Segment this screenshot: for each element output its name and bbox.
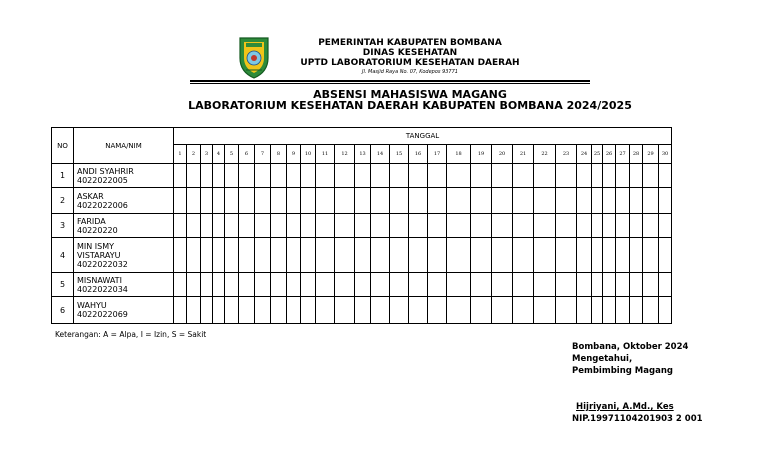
- attendance-cell: [213, 297, 225, 324]
- day-header: 13: [355, 145, 371, 164]
- attendance-cell: [301, 188, 316, 214]
- attendance-cell: [659, 188, 672, 214]
- attendance-cell: [255, 297, 271, 324]
- attendance-cell: [301, 297, 316, 324]
- row-number: 3: [52, 214, 74, 238]
- student-nim: 4022022034: [77, 284, 128, 294]
- attendance-cell: [659, 164, 672, 188]
- col-header-name: NAMA/NIM: [74, 128, 174, 164]
- attendance-cell: [271, 188, 287, 214]
- day-header: 19: [471, 145, 492, 164]
- attendance-cell: [447, 273, 471, 297]
- attendance-cell: [592, 273, 603, 297]
- attendance-cell: [174, 297, 187, 324]
- attendance-cell: [409, 164, 428, 188]
- attendance-cell: [187, 214, 201, 238]
- attendance-cell: [409, 238, 428, 273]
- day-header: 3: [201, 145, 213, 164]
- attendance-cell: [428, 297, 447, 324]
- attendance-cell: [447, 214, 471, 238]
- attendance-cell: [255, 273, 271, 297]
- day-header: 18: [447, 145, 471, 164]
- attendance-cell: [239, 188, 255, 214]
- attendance-cell: [371, 164, 390, 188]
- attendance-cell: [225, 238, 239, 273]
- attendance-cell: [255, 188, 271, 214]
- attendance-cell: [428, 214, 447, 238]
- attendance-cell: [659, 214, 672, 238]
- attendance-cell: [255, 238, 271, 273]
- attendance-cell: [316, 238, 335, 273]
- attendance-cell: [213, 164, 225, 188]
- attendance-cell: [513, 214, 534, 238]
- attendance-cell: [187, 297, 201, 324]
- attendance-cell: [534, 214, 556, 238]
- attendance-cell: [592, 297, 603, 324]
- student-name: ASKAR: [77, 191, 104, 201]
- attendance-cell: [630, 297, 643, 324]
- attendance-cell: [616, 297, 630, 324]
- attendance-cell: [201, 214, 213, 238]
- day-header: 30: [659, 145, 672, 164]
- day-header: 25: [592, 145, 603, 164]
- attendance-cell: [513, 297, 534, 324]
- attendance-cell: [592, 164, 603, 188]
- attendance-cell: [225, 297, 239, 324]
- day-header: 7: [255, 145, 271, 164]
- attendance-cell: [201, 164, 213, 188]
- day-header: 10: [301, 145, 316, 164]
- attendance-cell: [409, 188, 428, 214]
- attendance-cell: [225, 273, 239, 297]
- attendance-cell: [630, 238, 643, 273]
- attendance-cell: [577, 238, 592, 273]
- signatory-nip: NIP.19971104201903 2 001: [572, 414, 703, 424]
- signature-place-date: Bombana, Oktober 2024: [572, 342, 689, 352]
- attendance-cell: [659, 297, 672, 324]
- attendance-cell: [534, 273, 556, 297]
- student-name: MISNAWATI: [77, 275, 122, 285]
- attendance-cell: [616, 188, 630, 214]
- attendance-cell: [271, 238, 287, 273]
- attendance-cell: [492, 214, 513, 238]
- letterhead-department: DINAS KESEHATAN: [362, 48, 458, 58]
- day-header: 24: [577, 145, 592, 164]
- attendance-cell: [371, 188, 390, 214]
- attendance-cell: [592, 188, 603, 214]
- attendance-cell: [630, 164, 643, 188]
- attendance-cell: [225, 188, 239, 214]
- day-header: 20: [492, 145, 513, 164]
- day-header: 9: [287, 145, 301, 164]
- attendance-cell: [630, 188, 643, 214]
- attendance-cell: [239, 214, 255, 238]
- attendance-cell: [355, 188, 371, 214]
- attendance-cell: [492, 164, 513, 188]
- attendance-cell: [390, 238, 409, 273]
- attendance-cell: [390, 214, 409, 238]
- day-header: 5: [225, 145, 239, 164]
- attendance-cell: [335, 214, 355, 238]
- signatory-name: Hijriyani, A.Md., Kes: [576, 402, 674, 412]
- attendance-cell: [534, 238, 556, 273]
- attendance-cell: [390, 164, 409, 188]
- attendance-cell: [390, 273, 409, 297]
- attendance-cell: [577, 297, 592, 324]
- row-number: 6: [52, 297, 74, 324]
- student-name: FARIDA: [77, 216, 106, 226]
- attendance-cell: [409, 273, 428, 297]
- attendance-cell: [271, 273, 287, 297]
- attendance-cell: [213, 273, 225, 297]
- attendance-cell: [409, 297, 428, 324]
- attendance-cell: [316, 164, 335, 188]
- attendance-cell: [271, 297, 287, 324]
- attendance-cell: [355, 273, 371, 297]
- attendance-cell: [174, 214, 187, 238]
- student-name-nim: [74, 238, 174, 273]
- attendance-cell: [316, 273, 335, 297]
- attendance-cell: [201, 238, 213, 273]
- legend-note: Keterangan: A = Alpa, I = Izin, S = Sakit: [55, 330, 207, 339]
- day-header: 27: [616, 145, 630, 164]
- student-name-nim: [74, 188, 174, 214]
- attendance-cell: [643, 297, 659, 324]
- student-row: [52, 297, 672, 324]
- attendance-cell: [316, 297, 335, 324]
- attendance-cell: [187, 273, 201, 297]
- day-header: 6: [239, 145, 255, 164]
- attendance-cell: [316, 214, 335, 238]
- attendance-cell: [659, 238, 672, 273]
- attendance-cell: [577, 273, 592, 297]
- attendance-cell: [592, 214, 603, 238]
- attendance-cell: [616, 273, 630, 297]
- attendance-cell: [616, 214, 630, 238]
- attendance-cell: [187, 188, 201, 214]
- attendance-cell: [603, 214, 616, 238]
- col-header-date: TANGGAL: [174, 128, 672, 145]
- attendance-cell: [471, 273, 492, 297]
- day-header: 26: [603, 145, 616, 164]
- attendance-cell: [239, 297, 255, 324]
- attendance-cell: [371, 273, 390, 297]
- attendance-cell: [577, 214, 592, 238]
- attendance-cell: [174, 273, 187, 297]
- attendance-cell: [492, 188, 513, 214]
- attendance-cell: [355, 297, 371, 324]
- attendance-cell: [534, 164, 556, 188]
- attendance-cell: [492, 297, 513, 324]
- student-row: [52, 273, 672, 297]
- attendance-cell: [428, 188, 447, 214]
- document-title: ABSENSI MAHASISWA MAGANG: [313, 88, 507, 101]
- attendance-cell: [556, 164, 577, 188]
- attendance-cell: [643, 188, 659, 214]
- student-name: WAHYU: [77, 301, 107, 310]
- student-name: VISTARAYU: [77, 250, 121, 260]
- attendance-cell: [492, 238, 513, 273]
- student-nim: 4022022069: [77, 310, 128, 319]
- attendance-cell: [255, 164, 271, 188]
- attendance-cell: [371, 214, 390, 238]
- attendance-cell: [513, 238, 534, 273]
- attendance-cell: [201, 273, 213, 297]
- attendance-cell: [174, 188, 187, 214]
- attendance-cell: [471, 238, 492, 273]
- bombana-emblem-logo: [236, 34, 272, 80]
- student-nim: 4022022032: [77, 259, 128, 269]
- attendance-cell: [239, 273, 255, 297]
- day-header: 16: [409, 145, 428, 164]
- attendance-cell: [471, 164, 492, 188]
- attendance-cell: [271, 214, 287, 238]
- attendance-cell: [616, 238, 630, 273]
- attendance-cell: [390, 188, 409, 214]
- attendance-cell: [355, 214, 371, 238]
- day-header: 21: [513, 145, 534, 164]
- attendance-cell: [428, 273, 447, 297]
- student-name-nim: [74, 164, 174, 188]
- attendance-cell: [409, 214, 428, 238]
- attendance-cell: [447, 297, 471, 324]
- signature-role: Pembimbing Magang: [572, 366, 673, 376]
- row-number: 4: [52, 238, 74, 273]
- student-row: [52, 188, 672, 214]
- attendance-cell: [287, 238, 301, 273]
- attendance-cell: [225, 214, 239, 238]
- row-number: 1: [52, 164, 74, 188]
- attendance-cell: [630, 273, 643, 297]
- attendance-cell: [630, 214, 643, 238]
- attendance-cell: [428, 164, 447, 188]
- attendance-cell: [428, 238, 447, 273]
- attendance-cell: [513, 273, 534, 297]
- attendance-cell: [213, 238, 225, 273]
- attendance-cell: [187, 238, 201, 273]
- attendance-cell: [355, 164, 371, 188]
- attendance-cell: [556, 238, 577, 273]
- attendance-cell: [174, 164, 187, 188]
- attendance-cell: [239, 238, 255, 273]
- day-header: 17: [428, 145, 447, 164]
- letterhead-unit: UPTD LABORATORIUM KESEHATAN DAERAH: [300, 58, 520, 68]
- attendance-cell: [556, 188, 577, 214]
- attendance-cell: [287, 188, 301, 214]
- attendance-cell: [492, 273, 513, 297]
- attendance-cell: [287, 164, 301, 188]
- student-nim: 4022022006: [77, 200, 128, 210]
- document-subtitle: LABORATORIUM KESEHATAN DAERAH KABUPATEN BOMBANA 2024/2025: [188, 99, 632, 112]
- day-header: 15: [390, 145, 409, 164]
- letterhead-rule-thin: [190, 83, 590, 84]
- day-header: 11: [316, 145, 335, 164]
- attendance-cell: [513, 164, 534, 188]
- student-name-nim: [74, 273, 174, 297]
- attendance-cell: [201, 188, 213, 214]
- day-header: 23: [556, 145, 577, 164]
- attendance-cell: [335, 164, 355, 188]
- attendance-cell: [187, 164, 201, 188]
- attendance-cell: [616, 164, 630, 188]
- student-row: [52, 238, 672, 273]
- col-header-no: NO: [52, 128, 74, 164]
- attendance-cell: [556, 273, 577, 297]
- day-header: 14: [371, 145, 390, 164]
- day-header: 29: [643, 145, 659, 164]
- attendance-cell: [471, 188, 492, 214]
- day-header: 8: [271, 145, 287, 164]
- day-header: 1: [174, 145, 187, 164]
- attendance-cell: [659, 273, 672, 297]
- attendance-cell: [213, 214, 225, 238]
- row-number: 5: [52, 273, 74, 297]
- attendance-cell: [643, 214, 659, 238]
- attendance-cell: [335, 273, 355, 297]
- attendance-cell: [471, 297, 492, 324]
- attendance-cell: [174, 238, 187, 273]
- attendance-cell: [556, 214, 577, 238]
- attendance-cell: [447, 164, 471, 188]
- attendance-cell: [271, 164, 287, 188]
- attendance-cell: [577, 188, 592, 214]
- student-nim: 4022022005: [77, 175, 128, 185]
- student-nim: 40220220: [77, 225, 118, 235]
- attendance-cell: [371, 297, 390, 324]
- attendance-cell: [534, 297, 556, 324]
- attendance-table: [51, 127, 672, 324]
- attendance-cell: [287, 214, 301, 238]
- row-number: 2: [52, 188, 74, 214]
- day-header: 28: [630, 145, 643, 164]
- attendance-cell: [213, 188, 225, 214]
- attendance-cell: [447, 238, 471, 273]
- student-name: MIN ISMY: [77, 241, 115, 251]
- attendance-cell: [643, 238, 659, 273]
- attendance-cell: [592, 238, 603, 273]
- attendance-cell: [371, 238, 390, 273]
- attendance-cell: [201, 297, 213, 324]
- attendance-cell: [643, 164, 659, 188]
- attendance-cell: [556, 297, 577, 324]
- signature-acknowledged: Mengetahui,: [572, 354, 633, 364]
- attendance-cell: [255, 214, 271, 238]
- attendance-cell: [335, 188, 355, 214]
- attendance-cell: [603, 273, 616, 297]
- attendance-cell: [447, 188, 471, 214]
- day-header: 2: [187, 145, 201, 164]
- student-row: [52, 164, 672, 188]
- attendance-cell: [577, 164, 592, 188]
- attendance-cell: [603, 188, 616, 214]
- student-row: [52, 214, 672, 238]
- attendance-cell: [287, 273, 301, 297]
- attendance-cell: [301, 164, 316, 188]
- attendance-cell: [603, 297, 616, 324]
- attendance-cell: [301, 238, 316, 273]
- day-header: 12: [335, 145, 355, 164]
- attendance-cell: [335, 297, 355, 324]
- attendance-cell: [390, 297, 409, 324]
- student-name-nim: [74, 214, 174, 238]
- attendance-cell: [225, 164, 239, 188]
- attendance-cell: [301, 214, 316, 238]
- attendance-cell: [471, 214, 492, 238]
- attendance-cell: [603, 238, 616, 273]
- attendance-cell: [301, 273, 316, 297]
- student-name-nim: [74, 297, 174, 324]
- letterhead-rule-thick: [190, 80, 590, 82]
- attendance-cell: [355, 238, 371, 273]
- attendance-cell: [534, 188, 556, 214]
- day-header: 22: [534, 145, 556, 164]
- attendance-cell: [287, 297, 301, 324]
- letterhead-address: Jl. Masjid Raya No. 07, Kodepos 93771: [362, 69, 458, 75]
- attendance-cell: [239, 164, 255, 188]
- attendance-cell: [316, 188, 335, 214]
- student-name: ANDI SYAHRIR: [77, 166, 134, 176]
- attendance-cell: [643, 273, 659, 297]
- attendance-cell: [603, 164, 616, 188]
- attendance-cell: [513, 188, 534, 214]
- attendance-cell: [335, 238, 355, 273]
- day-header: 4: [213, 145, 225, 164]
- letterhead-government: PEMERINTAH KABUPATEN BOMBANA: [318, 38, 502, 48]
